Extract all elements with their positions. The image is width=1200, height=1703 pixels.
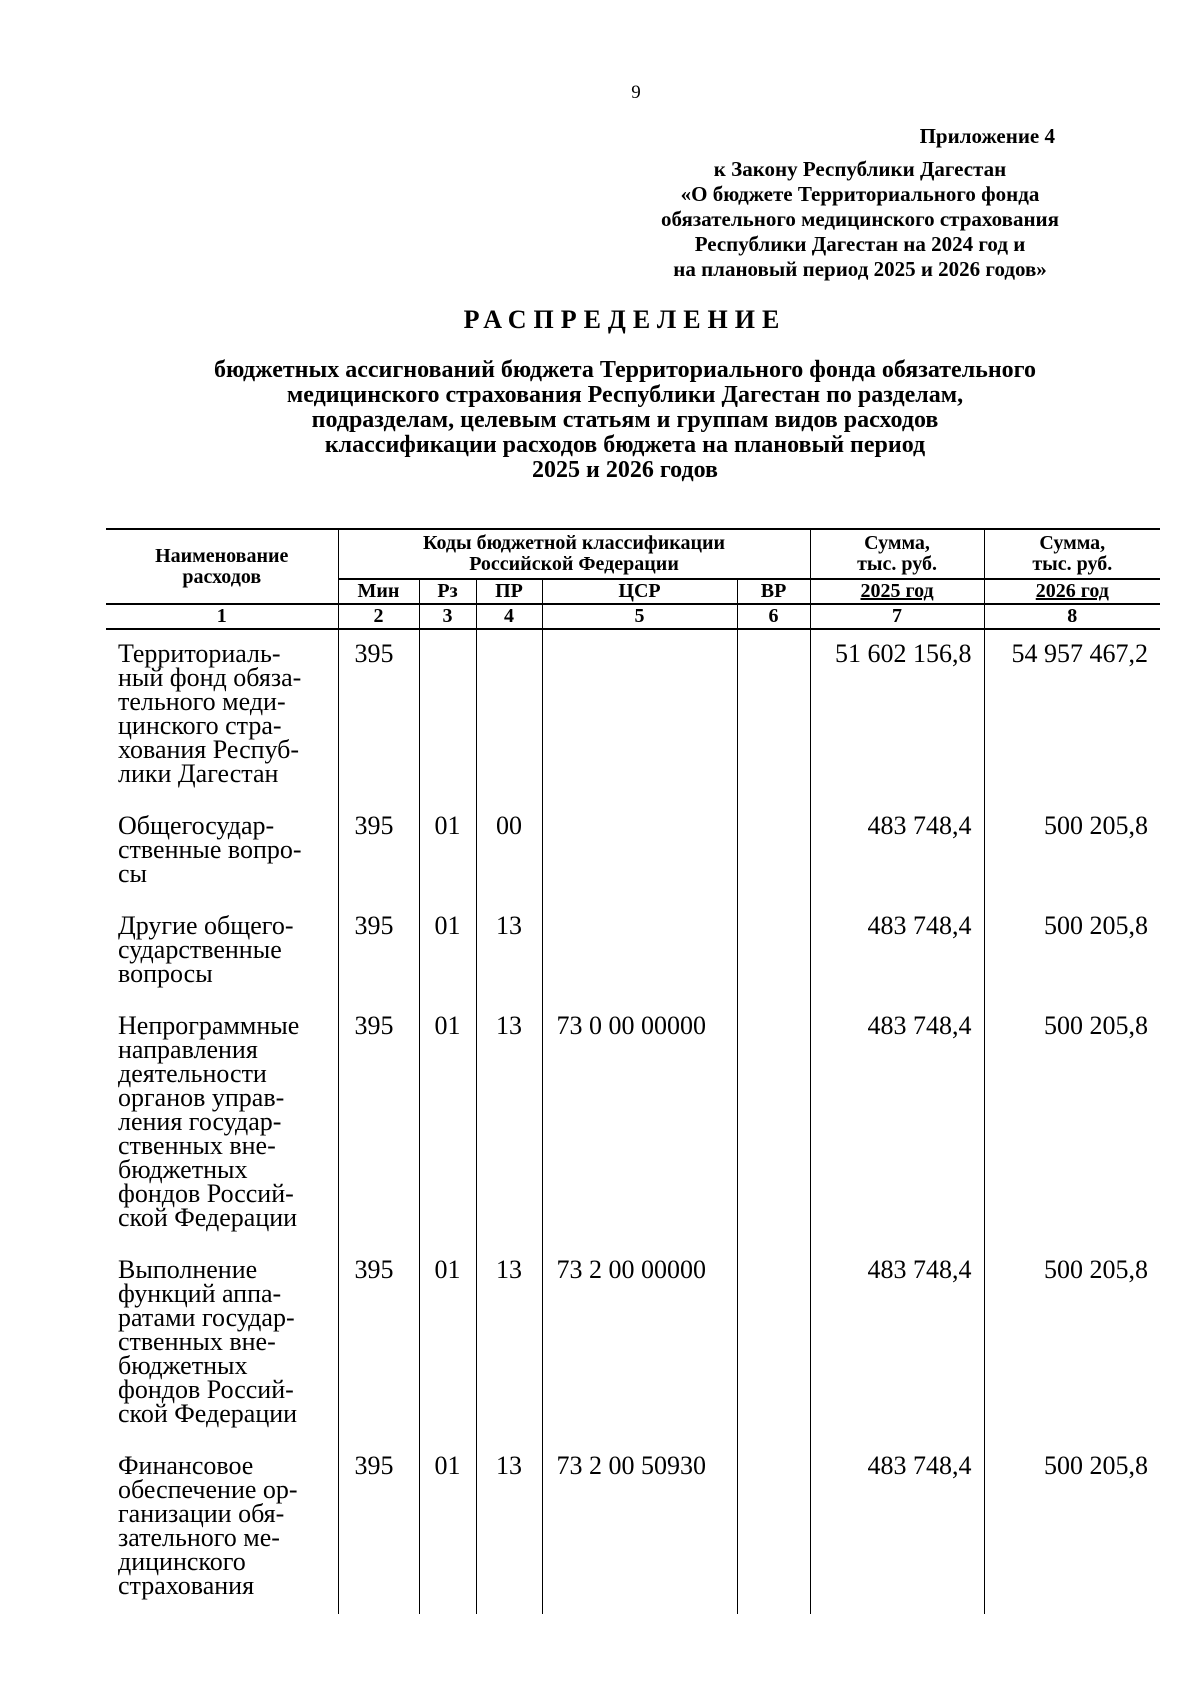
subtitle-line: бюджетных ассигнований бюджета Территориального фонда обязательного xyxy=(214,357,1036,383)
expense-name-cell: Территориаль- ный фонд обяза- тельного меди- цинского стра- хования Респуб- лики Дагестан xyxy=(106,629,338,802)
header-budget-codes: Коды бюджетной классификации Российской Федерации xyxy=(338,529,810,579)
header-year-2026: 2026 год xyxy=(984,579,1160,604)
sum-2026-cell: 500 205,8 xyxy=(1044,1451,1149,1480)
rz-cell: 01 xyxy=(419,802,476,902)
column-number: 4 xyxy=(476,604,542,629)
expense-name-cell: Общегосудар- ственные вопро- сы xyxy=(106,802,338,902)
csr-cell xyxy=(542,629,737,802)
header-sum-2025: Сумма, тыс. руб. xyxy=(810,529,984,579)
sum-2025-cell: 483 748,4 xyxy=(810,1442,984,1614)
vr-cell xyxy=(737,1002,810,1246)
vr-cell xyxy=(737,1442,810,1614)
appendix-line: на плановый период 2025 и 2026 годов» xyxy=(673,257,1047,281)
sum-2026-cell: 500 205,8 xyxy=(1044,1255,1149,1284)
pr-cell: 13 xyxy=(476,1246,542,1442)
pr-cell: 13 xyxy=(476,902,542,1002)
header-sum-2026: Сумма, тыс. руб. xyxy=(984,529,1160,579)
column-number: 6 xyxy=(737,604,810,629)
sum-2025-cell: 483 748,4 xyxy=(810,802,984,902)
table-row xyxy=(106,629,1160,802)
document-title: РАСПРЕДЕЛЕНИЕ xyxy=(463,305,787,334)
appendix-title: Приложение 4 xyxy=(919,124,1055,148)
min-cell: 395 xyxy=(338,902,419,1002)
csr-cell xyxy=(542,902,737,1002)
expense-name-cell: Непрограммные направления деятельности органов управ- ления государ- ственных вне- бюджетных фондов Россий- ской Федерации xyxy=(106,1002,338,1246)
appendix-block xyxy=(600,124,1120,282)
column-number: 5 xyxy=(542,604,737,629)
rz-cell: 01 xyxy=(419,1246,476,1442)
table-row xyxy=(106,1442,1160,1614)
vr-cell xyxy=(737,1246,810,1442)
header-year-2025: 2025 год xyxy=(810,579,984,604)
expense-name-cell: Выполнение функций аппа- ратами государ- ственных вне- бюджетных фондов Россий- ской Федерации xyxy=(106,1246,338,1442)
sum-2025-cell: 483 748,4 xyxy=(810,1246,984,1442)
subtitle-line: классификации расходов бюджета на плановый период xyxy=(324,432,926,458)
csr-cell: 73 2 00 50930 xyxy=(542,1442,737,1614)
page-number: 9 xyxy=(631,82,641,103)
sum-2026-cell: 500 205,8 xyxy=(1044,1011,1149,1040)
column-number: 1 xyxy=(106,604,338,629)
sum-2025-cell: 483 748,4 xyxy=(810,1002,984,1246)
rz-cell: 01 xyxy=(419,902,476,1002)
pr-cell: 13 xyxy=(476,1002,542,1246)
sum-2026-cell: 500 205,8 xyxy=(1044,911,1149,940)
pr-cell: 13 xyxy=(476,1442,542,1614)
pr-cell: 00 xyxy=(476,802,542,902)
column-number: 8 xyxy=(984,604,1160,629)
min-cell: 395 xyxy=(338,629,419,802)
sum-2025-cell: 483 748,4 xyxy=(810,902,984,1002)
appendix-line: «О бюджете Территориального фонда xyxy=(680,182,1040,206)
rz-cell: 01 xyxy=(419,1002,476,1246)
pr-cell xyxy=(476,629,542,802)
subtitle-line: подразделам, целевым статьям и группам видов расходов xyxy=(311,407,939,433)
vr-cell xyxy=(737,802,810,902)
column-number: 2 xyxy=(338,604,419,629)
header-rz: Рз xyxy=(419,579,476,604)
header-vr: ВР xyxy=(737,579,810,604)
min-cell: 395 xyxy=(338,802,419,902)
min-cell: 395 xyxy=(338,1002,419,1246)
subtitle-line: медицинского страхования Республики Дагестан по разделам, xyxy=(286,382,964,408)
vr-cell xyxy=(737,902,810,1002)
sum-2026-cell: 54 957 467,2 xyxy=(1011,639,1149,668)
table-row xyxy=(106,802,1160,902)
column-number: 3 xyxy=(419,604,476,629)
document-subtitle xyxy=(130,358,1120,483)
table-row xyxy=(106,1002,1160,1246)
csr-cell: 73 2 00 00000 xyxy=(542,1246,737,1442)
rz-cell xyxy=(419,629,476,802)
budget-allocation-table xyxy=(106,528,1160,1614)
min-cell: 395 xyxy=(338,1246,419,1442)
min-cell: 395 xyxy=(338,1442,419,1614)
appendix-line: обязательного медицинского страхования xyxy=(660,207,1060,231)
appendix-line: к Закону Республики Дагестан xyxy=(713,157,1007,181)
table-row xyxy=(106,902,1160,1002)
csr-cell xyxy=(542,802,737,902)
expense-name-cell: Другие общего- сударственные вопросы xyxy=(106,902,338,1002)
csr-cell: 73 0 00 00000 xyxy=(542,1002,737,1246)
subtitle-line: 2025 и 2026 годов xyxy=(532,457,718,483)
column-number: 7 xyxy=(810,604,984,629)
appendix-line: Республики Дагестан на 2024 год и xyxy=(694,232,1026,256)
sum-2025-cell: 51 602 156,8 xyxy=(810,629,984,802)
table-row xyxy=(106,1246,1160,1442)
header-min: Мин xyxy=(338,579,419,604)
sum-2026-cell: 500 205,8 xyxy=(1044,811,1149,840)
rz-cell: 01 xyxy=(419,1442,476,1614)
vr-cell xyxy=(737,629,810,802)
header-pr: ПР xyxy=(476,579,542,604)
expense-name-cell: Финансовое обеспечение ор- ганизации обя- зательного ме- дицинского страхования xyxy=(106,1442,338,1614)
header-expense-name: Наименование расходов xyxy=(106,529,338,604)
header-csr: ЦСР xyxy=(542,579,737,604)
